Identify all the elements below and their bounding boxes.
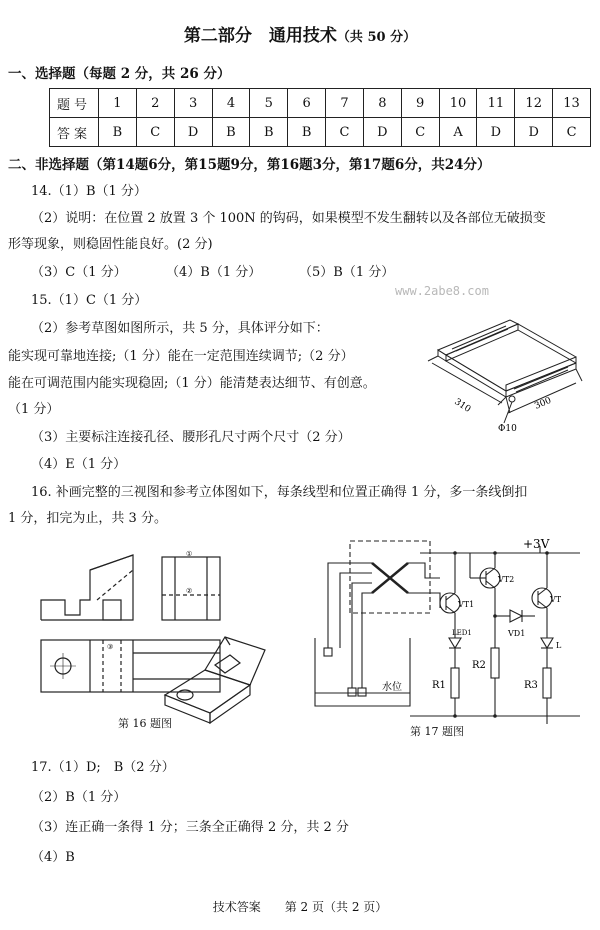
answer-cell-6: B [288,118,326,147]
q17-1: 17.（1）D; B（2 分） [31,760,175,775]
answer-cell-9: C [401,118,439,147]
r3-label: R3 [524,680,538,691]
q14-1: 14.（1）B（1 分） [31,184,147,199]
mark-3: ③ [107,643,114,651]
vd1-label: VD1 [508,629,526,638]
led1-label: LED1 [452,629,472,637]
section2-heading: 二、非选择题（第14题6分，第15题9分，第16题3分，第17题6分，共24分） [8,157,491,173]
fig16-caption: 第 16 题图 [118,717,172,730]
question-number-6: 6 [288,89,326,118]
vt1-label: VT1 [458,600,475,609]
answer-cell-2: C [136,118,174,147]
section1-heading: 一、选择题（每题 2 分，共 26 分） [8,66,231,82]
r2-label: R2 [472,660,486,671]
dim-phi10: Φ10 [498,424,517,434]
q14-4: （4）B（1 分） [166,265,262,280]
q15-3: （3）主要标注连接孔径、腰形孔尺寸两个尺寸（2 分） [31,430,351,445]
dim-310: 310 [452,397,473,415]
mark-1: ① [186,550,193,558]
fig17-caption: 第 17 题图 [410,725,464,738]
r2-resistor [491,648,499,678]
answer-cell-13: C [553,118,591,147]
mark-2: ② [186,587,193,595]
top-view [41,640,220,692]
dim-300: 300 [533,395,553,412]
q15-4: （4）E（1 分） [31,457,127,472]
r1-label: R1 [432,680,446,691]
q15-2b: 能在可调范围内能实现稳固;（1 分）能清楚表达细节、有创意。 [8,376,376,391]
question-number-5: 5 [250,89,288,118]
answer-cell-3: D [174,118,212,147]
q14-2b: 形等现象，则稳固性能良好。(2 分) [8,237,213,252]
q17-2: （2）B（1 分） [31,790,127,805]
question-number-12: 12 [515,89,553,118]
q14-2a: （2）说明：在位置 2 放置 3 个 100N 的钩码，如果模型不发生翻转以及各部位无破损变 [31,211,546,226]
page-title [0,28,600,46]
vt1-transistor [440,593,460,613]
q14-5: （5）B（1 分） [299,265,395,280]
r1-resistor [451,668,459,698]
led2-label: L [556,641,562,650]
q15-1: 15.（1）C（1 分） [31,293,148,308]
answer-cell-4: B [212,118,250,147]
answer-cell-11: D [477,118,515,147]
r3-resistor [543,668,551,698]
fig15-bracket-sketch [418,305,590,435]
vt3-label: VT [550,595,562,604]
front-view [41,555,133,620]
led2 [541,638,553,648]
question-number-9: 9 [401,89,439,118]
answer-cell-12: D [515,118,553,147]
q14-3: （3）C（1 分） [31,265,127,280]
q17-4: （4）B [31,850,75,865]
question-number-2: 2 [136,89,174,118]
q15-2c: （1 分） [8,402,60,417]
watermark: www.2abe8.com [395,284,489,298]
q15-2: （2）参考草图如图所示，共 5 分，具体评分如下： [31,321,329,336]
number-row-label: 题号 [50,89,99,118]
title-text: 第二部分 通用技术 [183,26,337,46]
q16-b: 1 分，扣完为止，共 3 分。 [8,511,167,526]
supply-label: +3V [523,538,550,551]
fig17-circuit [310,538,590,728]
vt3-transistor [532,588,552,608]
vd1-diode [510,610,522,622]
answer-row [50,118,591,147]
question-number-13: 13 [553,89,591,118]
question-number-10: 10 [439,89,477,118]
answer-cell-8: D [363,118,401,147]
q15-2a: 能实现可靠地连接;（1 分）能在一定范围连续调节;（2 分） [8,349,354,364]
q17-3: （3）连正确一条得 1 分；三条全正确得 2 分，共 2 分 [31,820,349,835]
answer-cell-10: A [439,118,477,147]
answer-cell-5: B [250,118,288,147]
dim-line-310 [432,363,502,403]
question-number-8: 8 [363,89,401,118]
led1 [449,638,461,648]
vt2-label: VT2 [498,575,515,584]
page-footer: 技术答案 第 2 页（共 2 页） [212,900,388,914]
fig16-three-views [35,545,285,735]
question-number-7: 7 [326,89,364,118]
question-number-4: 4 [212,89,250,118]
number-row [50,89,591,118]
question-number-1: 1 [99,89,137,118]
question-number-3: 3 [174,89,212,118]
water-label: 水位 [382,682,402,693]
answer-cell-7: C [326,118,364,147]
answer-cell-1: B [99,118,137,147]
title-score: （共 50 分） [336,30,417,45]
answer-table [49,88,591,147]
question-number-11: 11 [477,89,515,118]
answer-row-label: 答案 [50,118,99,147]
bracket-hole [509,396,515,402]
q16-a: 16. 补画完整的三视图和参考立体图如下，每条线型和位置正确得 1 分，多一条线倒扣 [31,485,528,500]
isometric-view [165,637,265,723]
